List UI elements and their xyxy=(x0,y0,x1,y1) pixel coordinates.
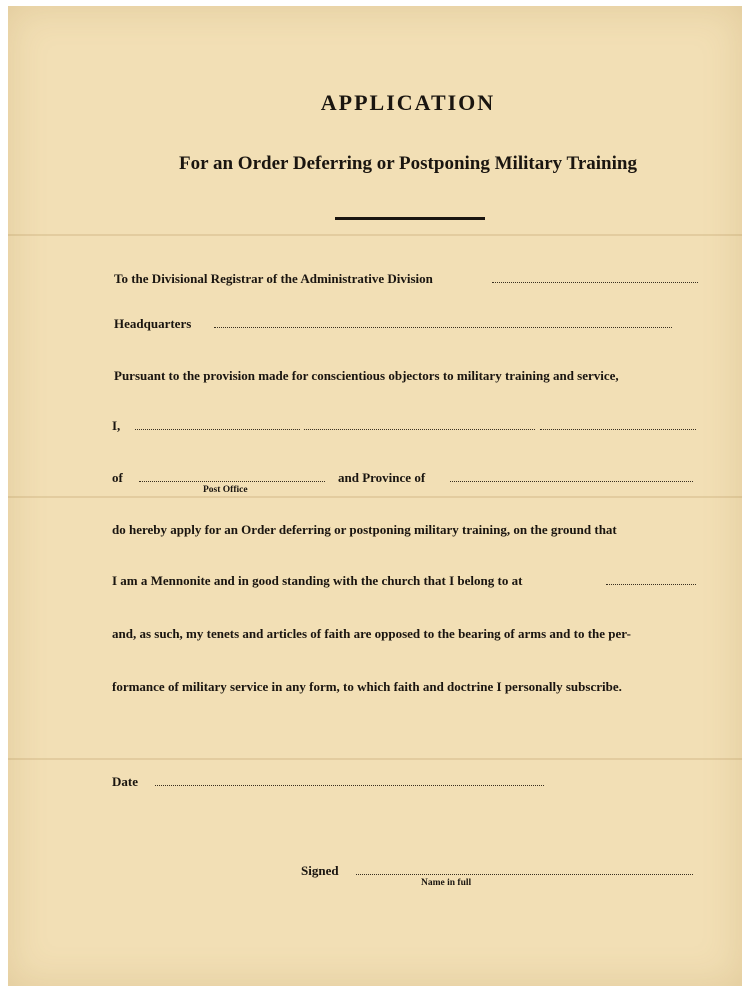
form-subtitle: For an Order Deferring or Postponing Military Training xyxy=(179,153,637,174)
applicant-name-field-2[interactable] xyxy=(304,429,535,430)
signed-label: Signed xyxy=(301,863,339,878)
date-label: Date xyxy=(112,774,138,789)
applicant-label: I, xyxy=(112,418,121,433)
name-in-full-caption: Name in full xyxy=(421,878,472,888)
signature-field[interactable] xyxy=(356,874,693,875)
of-label: of xyxy=(112,470,123,485)
paper-fold xyxy=(8,758,742,760)
date-field[interactable] xyxy=(155,785,544,786)
paper-fold xyxy=(8,234,742,236)
division-field[interactable] xyxy=(492,282,698,283)
headquarters-field[interactable] xyxy=(214,327,672,328)
pursuant-line: Pursuant to the provision made for conscientious objectors to military training and service, xyxy=(114,368,619,383)
tenets-line: and, as such, my tenets and articles of faith are opposed to the bearing of arms and to the per- xyxy=(112,626,631,641)
title-rule xyxy=(335,217,485,220)
headquarters-label: Headquarters xyxy=(114,316,192,331)
registrar-line-label: To the Divisional Registrar of the Administrative Division xyxy=(114,271,433,286)
performance-line: formance of military service in any form, to which faith and doctrine I personally subscribe. xyxy=(112,679,622,694)
apply-line: do hereby apply for an Order deferring or postponing military training, on the ground that xyxy=(112,522,617,537)
form-title: APPLICATION xyxy=(320,90,496,115)
applicant-name-field-1[interactable] xyxy=(135,429,300,430)
church-field[interactable] xyxy=(606,584,696,585)
application-form-page xyxy=(8,6,742,986)
mennonite-line: I am a Mennonite and in good standing with the church that I belong to at xyxy=(112,573,523,588)
post-office-field[interactable] xyxy=(139,481,325,482)
paper-fold xyxy=(8,496,742,498)
applicant-name-field-3[interactable] xyxy=(540,429,696,430)
post-office-caption: Post Office xyxy=(203,485,248,495)
province-label: and Province of xyxy=(338,470,426,485)
province-field[interactable] xyxy=(450,481,693,482)
